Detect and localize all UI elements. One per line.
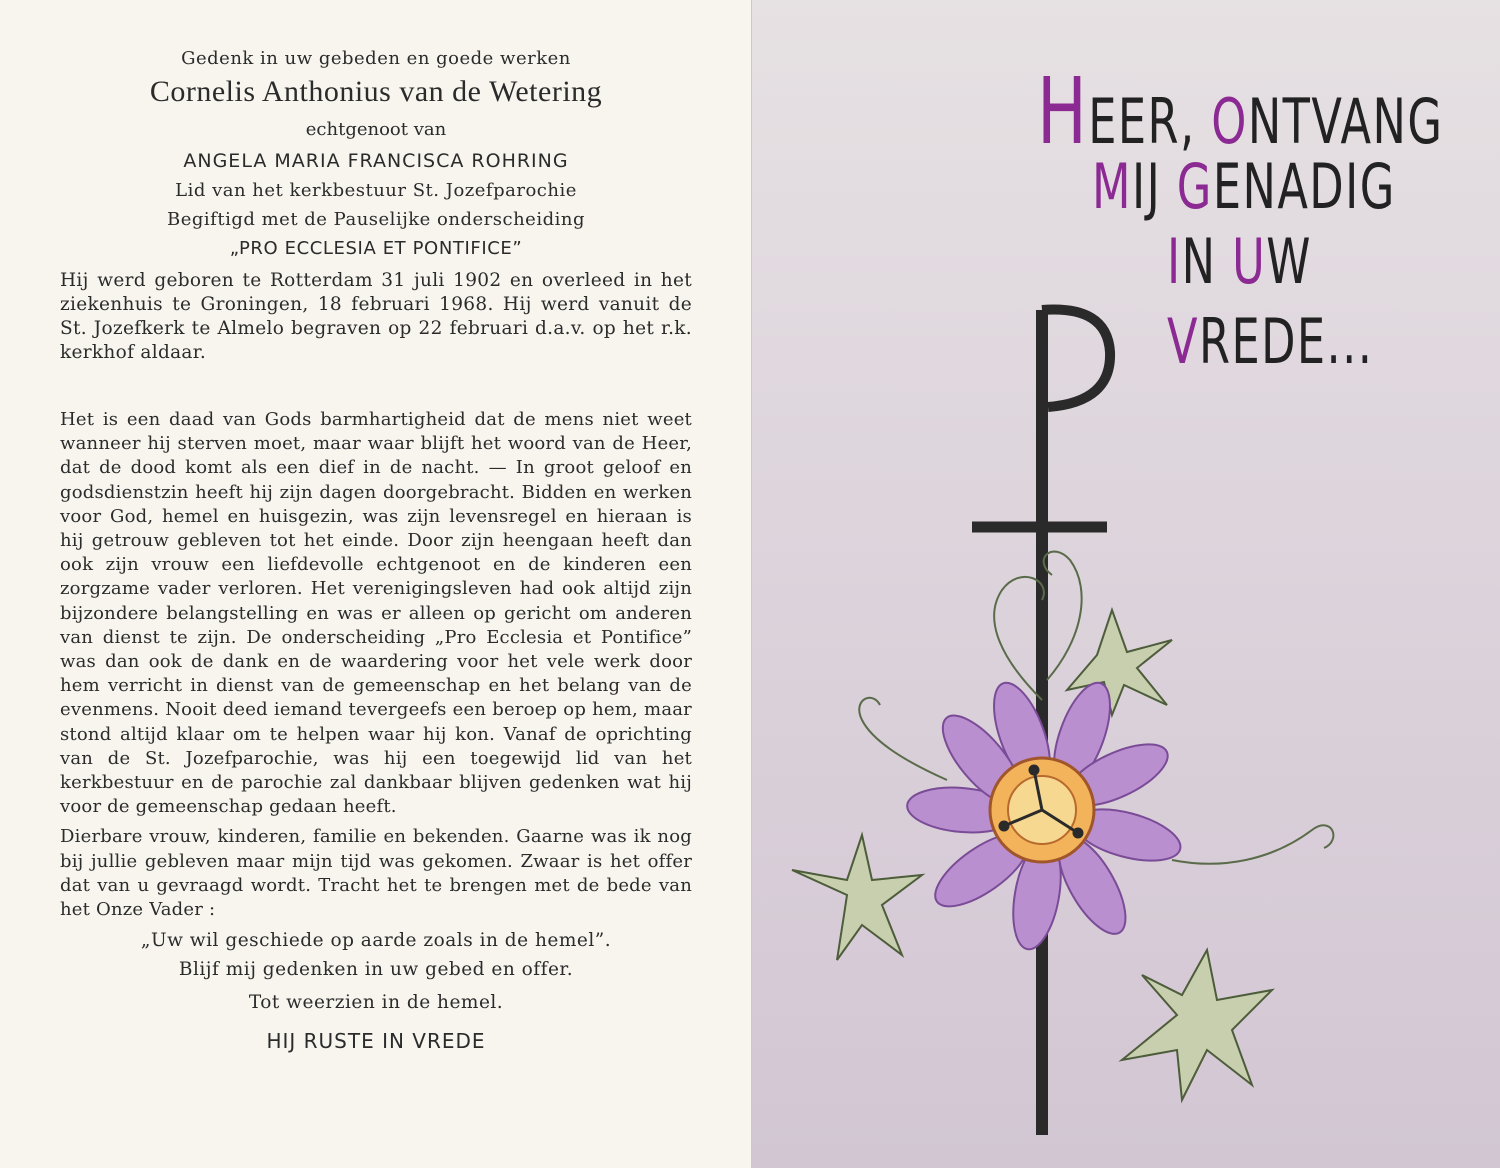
title-cap-o: O: [1211, 85, 1248, 158]
deceased-name: Cornelis Anthonius van de Wetering: [149, 75, 603, 108]
honour-title: „PRO ECCLESIA ET PONTIFICE”: [229, 238, 523, 259]
title-text-ntvang: NTVANG: [1247, 85, 1444, 158]
title-text-enadig: ENADIG: [1212, 150, 1396, 223]
spouse-name: ANGELA MARIA FRANCISCA ROHRING: [183, 150, 569, 172]
title-cap-h: H: [1037, 58, 1089, 165]
farewell-paragraph: Dierbare vrouw, kinderen, familie en bekenden. Gaarne was ik nog bij jullie gebleven maar mijn tijd was gekomen. Zwaar is het offer dat van u gevraagd wordt. Tracht het te brengen met de bede van het Onze Vader :: [60, 826, 692, 921]
title-text-rede: REDE...: [1198, 305, 1374, 378]
title-text-eer: EER,: [1088, 85, 1212, 158]
role-line: Lid van het kerkbestuur St. Jozefparochie: [175, 180, 577, 201]
title-cap-m: M: [1092, 150, 1132, 223]
title-text-n: N: [1181, 225, 1233, 298]
biography-paragraph: Hij werd geboren te Rotterdam 31 juli 1902 en overleed in het ziekenhuis te Groningen, 18 februari 1968. Hij werd vanuit de St. Jozefkerk te Almelo begraven op 22 februari d.a.v. op het r.k. kerkhof aldaar.: [60, 270, 692, 363]
spouse-intro: echtgenoot van: [305, 119, 447, 140]
prayer-quote: „Uw wil geschiede op aarde zoals in de hemel”.: [140, 930, 612, 952]
title-text-w: W: [1266, 225, 1312, 298]
honour-intro: Begiftigd met de Pauselijke onderscheiding: [167, 209, 585, 230]
title-cap-i: I: [1167, 225, 1182, 298]
closing-line-1: Blijf mij gedenken in uw gebed en offer.: [178, 959, 574, 981]
meditation-paragraph: Het is een daad van Gods barmhartigheid dat de mens niet weet wanneer hij sterven moet, maar waar blijft het woord van de Heer, dat de dood komt als een dief in de nacht. — In groot geloof en godsdienstzin heeft hij zijn dagen doorgebracht. Bidden en werken voor God, hemel en huisgezin, was zijn levensregel en hieraan is hij getrouw gebleven tot het einde. Door zijn heengaan heeft dan ook zijn vrouw een liefdevolle echtgenoot en de kinderen een zorgzame vader verloren. Het verenigingsleven had ook altijd zijn bijzondere belangstelling en was er alleen op gericht om anderen van dienst te zijn. De onderscheiding „Pro Ecclesia et Pontifice” was dan ook de dank en de waardering voor het vele werk door hem verricht in dienst van de gemeenschap en het belang van de evenmens. Nooit deed iemand tevergeefs een beroep op hem, maar stond altijd klaar om te helpen waar hij kon. Vanaf de oprichting van de St. Jozefparochie, was hij een toegewijd lid van het kerkbestuur en de parochie zal dankbaar blijven gedenken wat hij voor de gemeenschap gedaan heeft.: [60, 409, 692, 818]
cross-flower-illustration: [752, 0, 1500, 1168]
closing-line-2: Tot weerzien in de hemel.: [248, 992, 504, 1014]
intro-line: Gedenk in uw gebeden en goede werken: [181, 48, 571, 69]
title-text-ij: IJ: [1131, 150, 1177, 223]
rest-in-peace: HIJ RUSTE IN VREDE: [266, 1029, 486, 1054]
title-cap-u: U: [1232, 225, 1267, 298]
title-cap-v: V: [1167, 305, 1199, 378]
memorial-text: [60, 48, 692, 1053]
title-cap-g: G: [1176, 150, 1213, 223]
memorial-card-cover: [752, 0, 1500, 1168]
